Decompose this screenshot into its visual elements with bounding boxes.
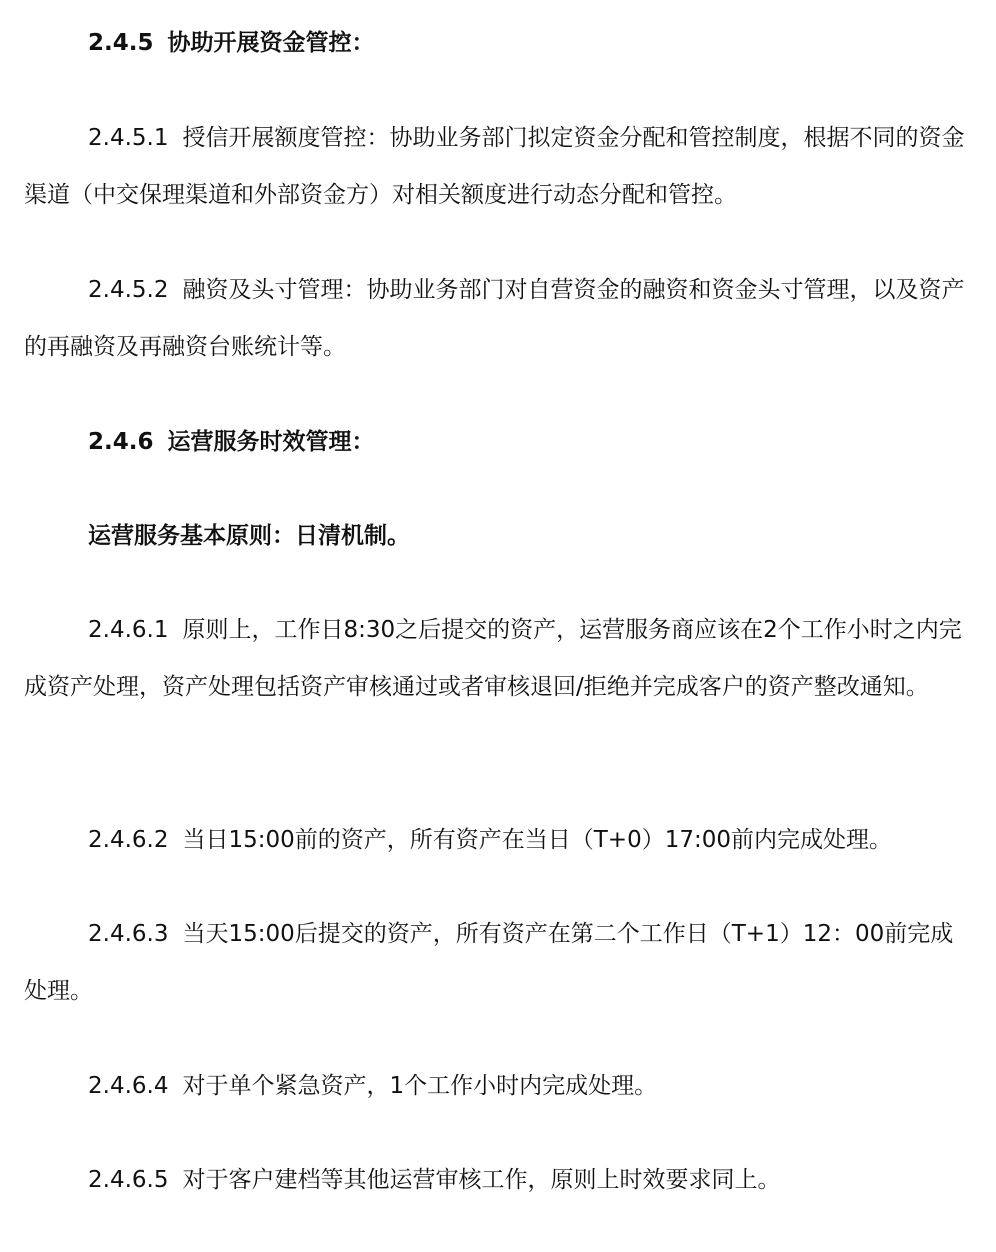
paragraph-number: 2.4.6.2: [88, 827, 169, 853]
paragraph-number: 2.4.6.3: [88, 921, 169, 947]
paragraph-2-4-6-3: [24, 906, 968, 1020]
paragraph-number: 2.4.5.1: [88, 125, 169, 151]
paragraph-text: 原则上，工作日8:30之后提交的资产，运营服务商应该在2个工作小时之内完成资产处理，资产处理包括资产审核通过或者审核退回/拒绝并完成客户的资产整改通知。: [24, 617, 962, 700]
heading-number: 2.4.6: [88, 429, 154, 455]
paragraph-number: 2.4.6.1: [88, 617, 169, 643]
paragraph-number: 2.4.6.4: [88, 1073, 169, 1099]
heading-2-4-5: [24, 15, 968, 72]
paragraph-2-4-5-2: [24, 262, 968, 376]
paragraph-2-4-6-2: [24, 812, 968, 869]
heading-number: 2.4.5: [88, 30, 154, 56]
paragraph-2-4-6-4: [24, 1058, 968, 1115]
paragraph-number: 2.4.5.2: [88, 277, 169, 303]
paragraph-text: 当日15:00前的资产，所有资产在当日（T+0）17:00前内完成处理。: [182, 827, 892, 853]
heading-text: 运营服务时效管理：: [167, 429, 375, 455]
paragraph-text: 授信开展额度管控：协助业务部门拟定资金分配和管控制度，根据不同的资金渠道（中交保理渠道和外部资金方）对相关额度进行动态分配和管控。: [24, 125, 965, 208]
paragraph-2-4-5-1: [24, 110, 968, 224]
paragraph-text: 对于客户建档等其他运营审核工作，原则上时效要求同上。: [182, 1167, 781, 1193]
heading-2-4-6: [24, 414, 968, 471]
principle-heading: [24, 508, 968, 565]
paragraph-2-4-6-5: [24, 1152, 968, 1209]
heading-text: 运营服务基本原则：日清机制。: [88, 523, 410, 549]
paragraph-2-4-6-1: [24, 602, 968, 716]
heading-text: 协助开展资金管控：: [167, 30, 375, 56]
paragraph-text: 对于单个紧急资产，1个工作小时内完成处理。: [182, 1073, 658, 1099]
paragraph-number: 2.4.6.5: [88, 1167, 169, 1193]
paragraph-text: 当天15:00后提交的资产，所有资产在第二个工作日（T+1）12：00前完成处理。: [24, 921, 954, 1004]
paragraph-text: 融资及头寸管理：协助业务部门对自营资金的融资和资金头寸管理，以及资产的再融资及再融资台账统计等。: [24, 277, 965, 360]
